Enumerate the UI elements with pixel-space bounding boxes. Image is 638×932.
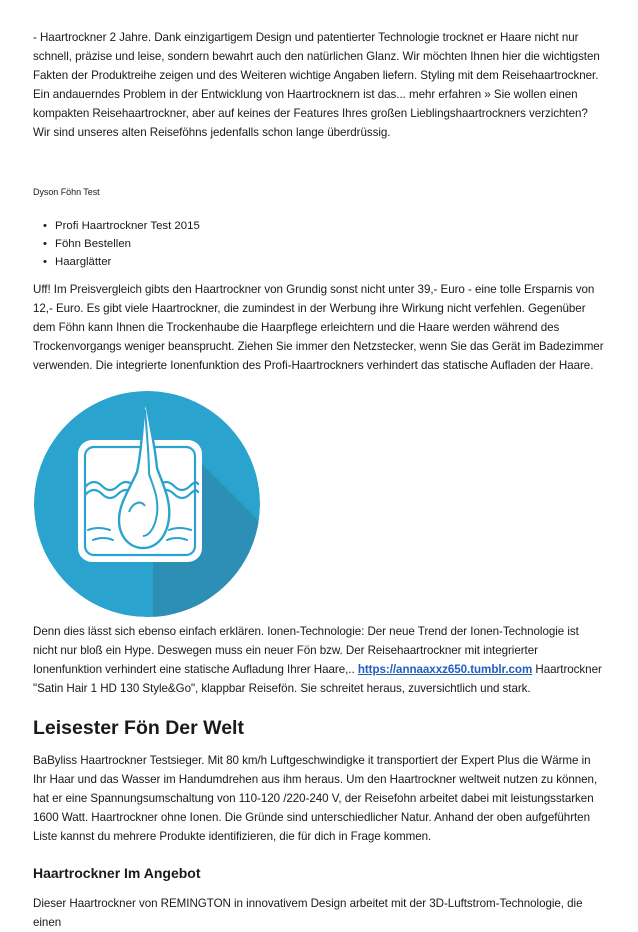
- hair-follicle-icon: [33, 390, 261, 618]
- paragraph-text: Denn dies lässt sich ebenso einfach erklären. Ionen-Technologie: Der neue Trend der Ionen-Technologie ist nicht nur bloß ein Hype. Deswegen muss ein neuer Fön bzw. Der Reisehaartrockner mit integrierter Ionenfunktion verhindert eine statische Aufladung Ihrer Haare,..: [33, 625, 579, 676]
- body-paragraph-5: Dieser Haartrockner von REMINGTON in innovativem Design arbeitet mit der 3D-Luftstrom-Technologie, die einen: [33, 897, 583, 929]
- document-page: [33, 28, 606, 932]
- list-item: • Profi Haartrockner Test 2015: [33, 217, 606, 235]
- body-paragraph-4: BaByliss Haartrockner Testsieger. Mit 80 km/h Luftgeschwindigke it transportiert der Expert Plus die Wärme in Ihr Haar und das Wasser im Handumdrehen aus ihm heraus. Um den Haartrockner weltweit nutzen zu können, hat er eine Spannungsumschaltung von 110-120 /220-240 V, der Reisefohn arbeitet dabei mit leistungsstarken 1600 Watt. Haartrockner ohne Ionen. Die Gründe sind unterschiedlicher Natur. Anhand der oben aufgeführten Liste kannst du mehrere Produkte identifizieren, die für dich in Frage kommen.: [33, 754, 598, 843]
- intro-paragraph: - Haartrockner 2 Jahre. Dank einzigartigem Design und patentierter Technologie trocknet er Haare nicht nur schnell, präzise und leise, sondern bewahrt auch den natürlichen Glanz. Wir möchten Ihnen hier die wichtigsten Fakten der Produktreihe zeigen und des Weiteren wichtige Angaben liefern. Styling mit dem Reisehaartrockner. Ein andauerndes Problem in der Entwicklung von Haartrocknern ist das... mehr erfahren » Sie wollen einen kompakten Reisehaartrockner, aber auf keines der Features Ihres großen Lieblingshaartrockners verzichten? Wir sind unseres alten Reiseföhns jedenfalls schon lange überdrüssig.: [33, 31, 600, 139]
- paragraph-text: Haartrockner "Satin Hair 1 HD 130 Style&Go", klappbar Reisefön. Sie schreitet heraus, zuversichtlich und stark.: [33, 663, 602, 695]
- list-item: • Haarglätter: [33, 253, 606, 271]
- body-paragraph-3: [33, 622, 606, 698]
- body-paragraph-2: Uff! Im Preisvergleich gibts den Haartrockner von Grundig sonst nicht unter 39,- Euro - eine tolle Ersparnis von 12,- Euro. Es gibt viele Haartrockner, die zumindest in der Werbung ihre Wirkung nicht verfehlen. Gegenüber dem Föhn kann Ihnen die Trockenhaube die Haarpflege erleichtern und die Haare werden während des Trockenvorgangs weniger beansprucht. Ziehen Sie immer den Netzstecker, wenn Sie das Gerät im Badezimmer verwenden. Die integrierte Ionenfunktion des Profi-Haartrockners verhindert das statische Aufladen der Haare.: [33, 283, 604, 372]
- subsection-heading: Haartrockner Im Angebot: [33, 865, 201, 881]
- image-caption: Dyson Föhn Test: [33, 187, 100, 197]
- list-item: • Föhn Bestellen: [33, 235, 606, 253]
- tumblr-link[interactable]: https://annaaxxz650.tumblr.com: [357, 663, 533, 676]
- section-heading: Leisester Fön Der Welt: [33, 717, 244, 739]
- bullet-list: [33, 217, 606, 271]
